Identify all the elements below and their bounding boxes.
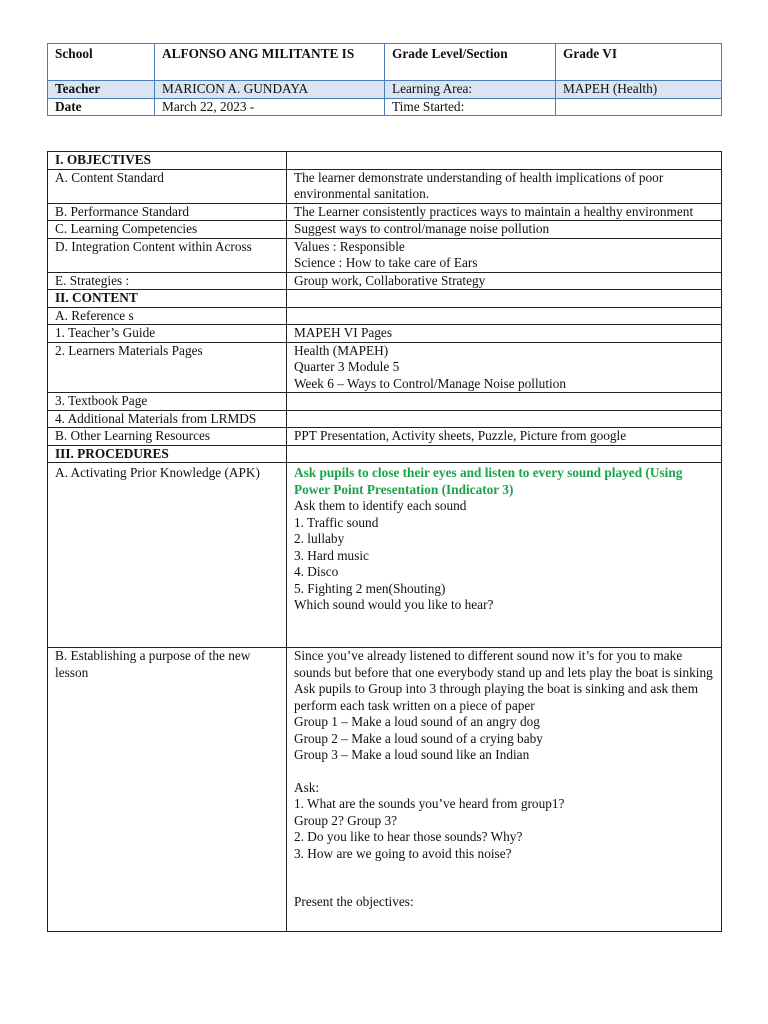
learners-materials-line: Quarter 3 Module 5 [294,359,400,374]
other-resources-label: B. Other Learning Resources [48,428,287,446]
lesson-plan-table [47,151,722,932]
date-value: March 22, 2023 - [155,98,385,116]
apk-label: A. Activating Prior Knowledge (APK) [48,463,287,648]
purpose-intro: Since you’ve already listened to different sound now it’s for you to make sounds but before that one everybody stand up and lets play the boat is sinking [294,648,713,680]
additional-materials-label: 4. Additional Materials from LRMDS [48,410,287,428]
content-standard-value: The learner demonstrate understanding of health implications of poor environmental sanitation. [287,169,722,203]
ask-question: 2. Do you like to hear those sounds? Why? [294,829,523,844]
date-label: Date [48,98,155,116]
strategies-label: E. Strategies : [48,272,287,290]
objectives-heading: I. OBJECTIVES [48,152,287,170]
grade-value: Grade VI [556,44,722,81]
integration-values-line: Values : Responsible [294,238,405,254]
time-started-value [556,98,722,116]
content-standard-label: A. Content Standard [48,169,287,203]
group-task: Group 2 – Make a loud sound of a crying baby [294,730,543,746]
school-value: ALFONSO ANG MILITANTE IS [155,44,385,81]
learners-materials-label: 2. Learners Materials Pages [48,342,287,393]
apk-line: Which sound would you like to hear? [294,597,494,612]
group-task: Group 1 – Make a loud sound of an angry dog [294,714,540,729]
competencies-label: C. Learning Competencies [48,221,287,239]
teacher-value: MARICON A. GUNDAYA [155,81,385,99]
purpose-content [287,648,722,932]
ask-question: 1. What are the sounds you’ve heard from group1? [294,796,565,811]
ask-question: Group 2? Group 3? [294,812,398,828]
header-table [47,43,722,116]
apk-line: 4. Disco [294,564,339,579]
learners-materials-line: Health (MAPEH) [294,342,389,358]
apk-line: 1. Traffic sound [294,514,379,530]
ask-label: Ask: [294,779,320,795]
learning-area-value: MAPEH (Health) [556,81,722,99]
references-label: A. Reference s [48,307,287,325]
performance-standard-label: B. Performance Standard [48,203,287,221]
apk-line: 2. lullaby [294,531,345,546]
school-label: School [48,44,155,81]
teacher-label: Teacher [48,81,155,99]
learners-materials-line: Week 6 – Ways to Control/Manage Noise pollution [294,375,567,391]
apk-line: 3. Hard music [294,547,369,563]
other-resources-value: PPT Presentation, Activity sheets, Puzzle, Picture from google [287,428,722,446]
learning-area-label: Learning Area: [385,81,556,99]
content-heading: II. CONTENT [48,290,287,308]
integration-value [287,238,722,272]
time-started-label: Time Started: [385,98,556,116]
integration-label: D. Integration Content within Across [48,238,287,272]
competencies-value: Suggest ways to control/manage noise pollution [287,221,722,239]
apk-line: 5. Fighting 2 men(Shouting) [294,580,446,596]
teachers-guide-value: MAPEH VI Pages [287,325,722,343]
ask-question: 3. How are we going to avoid this noise? [294,845,512,861]
strategies-value: Group work, Collaborative Strategy [287,272,722,290]
grade-label: Grade Level/Section [385,44,556,81]
purpose-label: B. Establishing a purpose of the new lesson [48,648,287,932]
apk-instruction: Ask pupils to close their eyes and listen to every sound played (Using Power Point Presentation (Indicator 3) [294,465,683,497]
learners-materials-value [287,342,722,393]
procedures-heading: III. PROCEDURES [48,445,287,463]
present-objectives: Present the objectives: [294,894,414,909]
apk-content [287,463,722,648]
textbook-label: 3. Textbook Page [48,393,287,411]
purpose-instruction: Ask pupils to Group into 3 through playing the boat is sinking and ask them perform each task written on a piece of paper [294,681,699,713]
teachers-guide-label: 1. Teacher’s Guide [48,325,287,343]
integration-science-line: Science : How to take care of Ears [294,255,478,270]
group-task: Group 3 – Make a loud sound like an Indian [294,747,530,762]
performance-standard-value: The Learner consistently practices ways to maintain a healthy environment [287,203,722,221]
apk-line: Ask them to identify each sound [294,498,467,513]
